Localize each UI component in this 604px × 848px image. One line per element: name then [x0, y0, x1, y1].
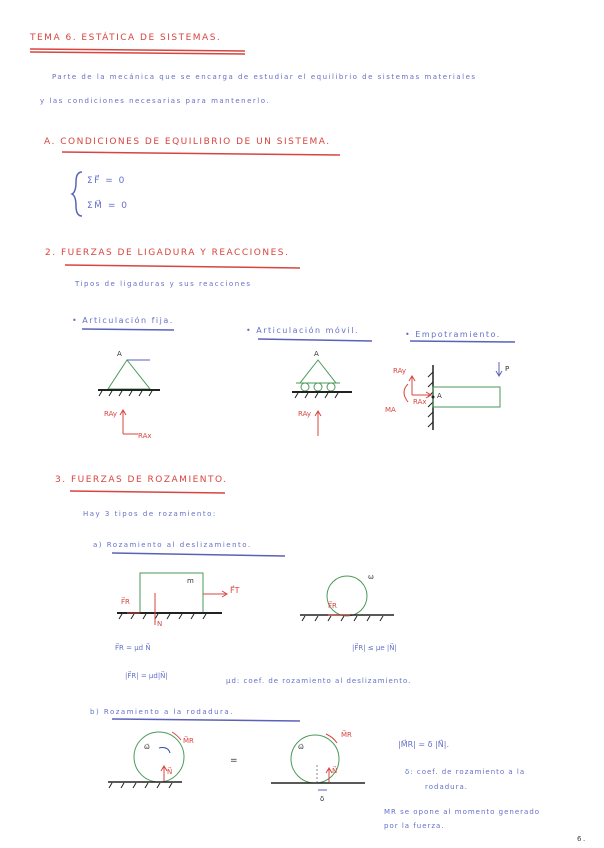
page-number: 6. [577, 835, 587, 843]
section-3b-heading: b) Rozamiento a la rodadura. [90, 708, 234, 716]
n-label: N⃗ [167, 768, 173, 776]
n-label: N⃗ [332, 767, 338, 775]
equation-forces: ΣF⃗ = 0 [87, 176, 126, 186]
delta-note-cont: rodadura. [425, 783, 469, 791]
delta-label: δ [320, 795, 325, 803]
section-2-subtitle: Tipos de ligaduras y sus reacciones [75, 280, 252, 288]
point-a-label: A [117, 350, 122, 358]
section-2-heading: 2. FUERZAS DE LIGADURA Y REACCIONES. [45, 248, 290, 258]
rolling-resistance-diagram-2 [271, 734, 365, 790]
mr-label: M⃗R [341, 731, 352, 739]
section-3-intro: Hay 3 tipos de rozamiento: [83, 510, 217, 518]
force-p-label: P [505, 365, 510, 373]
rax-label: RAx [138, 432, 152, 440]
sliding-block-diagram [117, 573, 227, 625]
mr-note: MR se opone al momento generado [384, 808, 541, 816]
mobile-joint-diagram [292, 360, 352, 436]
intro-line-1: Parte de la mecánica que se encarga de estudiar el equilibrio de sistemas materiales [52, 73, 477, 81]
rax-label: RAx [413, 398, 427, 406]
mass-label: m [187, 577, 194, 585]
fr-label: F⃗R [121, 598, 130, 606]
type-embedding: • Empotramiento. [405, 330, 501, 339]
omega-label: ω [368, 573, 374, 581]
n-label: N [157, 620, 163, 628]
ray-label: RAy [104, 410, 118, 418]
mr-label: M⃗R [183, 737, 194, 745]
ray-label: RAy [393, 367, 407, 375]
ray-label: RAy [298, 410, 312, 418]
equation-fr-magnitude: |F⃗R| = μd|N⃗| [125, 672, 168, 680]
omega-label: ω⃗ [144, 743, 150, 751]
section-3-heading: 3. FUERZAS DE ROZAMIENTO. [55, 475, 228, 485]
embedding-diagram [404, 362, 502, 430]
omega-label: ω⃗ [298, 743, 304, 751]
mu-note: μd: coef. de rozamiento al deslizamiento. [226, 677, 412, 685]
section-3a-heading: a) Rozamiento al deslizamiento. [93, 541, 252, 549]
type-fixed-joint: • Articulación fija. [72, 316, 174, 325]
point-a-label: A [314, 350, 319, 358]
point-a-label: A [437, 392, 442, 400]
equation-fr: F⃗R = μd N⃗ [115, 644, 151, 652]
mr-note-cont: por la fuerza. [384, 822, 445, 830]
equation-rolling: |M⃗R| = δ |N⃗|. [398, 740, 449, 749]
fr-label: F⃗R [328, 602, 337, 610]
delta-note: δ: coef. de rozamiento a la [405, 768, 526, 776]
moment-label: MA [385, 406, 396, 414]
title-underline [30, 49, 245, 51]
equation-moments: ΣM⃗ = 0 [87, 201, 129, 211]
equals-sign: = [230, 756, 238, 766]
fixed-joint-diagram [98, 360, 160, 434]
rolling-ball-diagram-a [300, 576, 394, 621]
brace-icon [72, 172, 82, 216]
section-a-heading: A. CONDICIONES DE EQUILIBRIO DE UN SISTEMA. [44, 137, 331, 147]
ft-label: F⃗T [230, 586, 240, 595]
type-mobile-joint: • Articulación móvil. [246, 326, 360, 335]
intro-line-2: y las condiciones necesarias para mantenerlo. [40, 97, 271, 105]
page-title: TEMA 6. ESTÁTICA DE SISTEMAS. [30, 33, 222, 43]
rolling-resistance-diagram-1 [108, 732, 184, 788]
equation-static-friction: |F⃗R| ≤ μe |N⃗| [352, 644, 397, 652]
